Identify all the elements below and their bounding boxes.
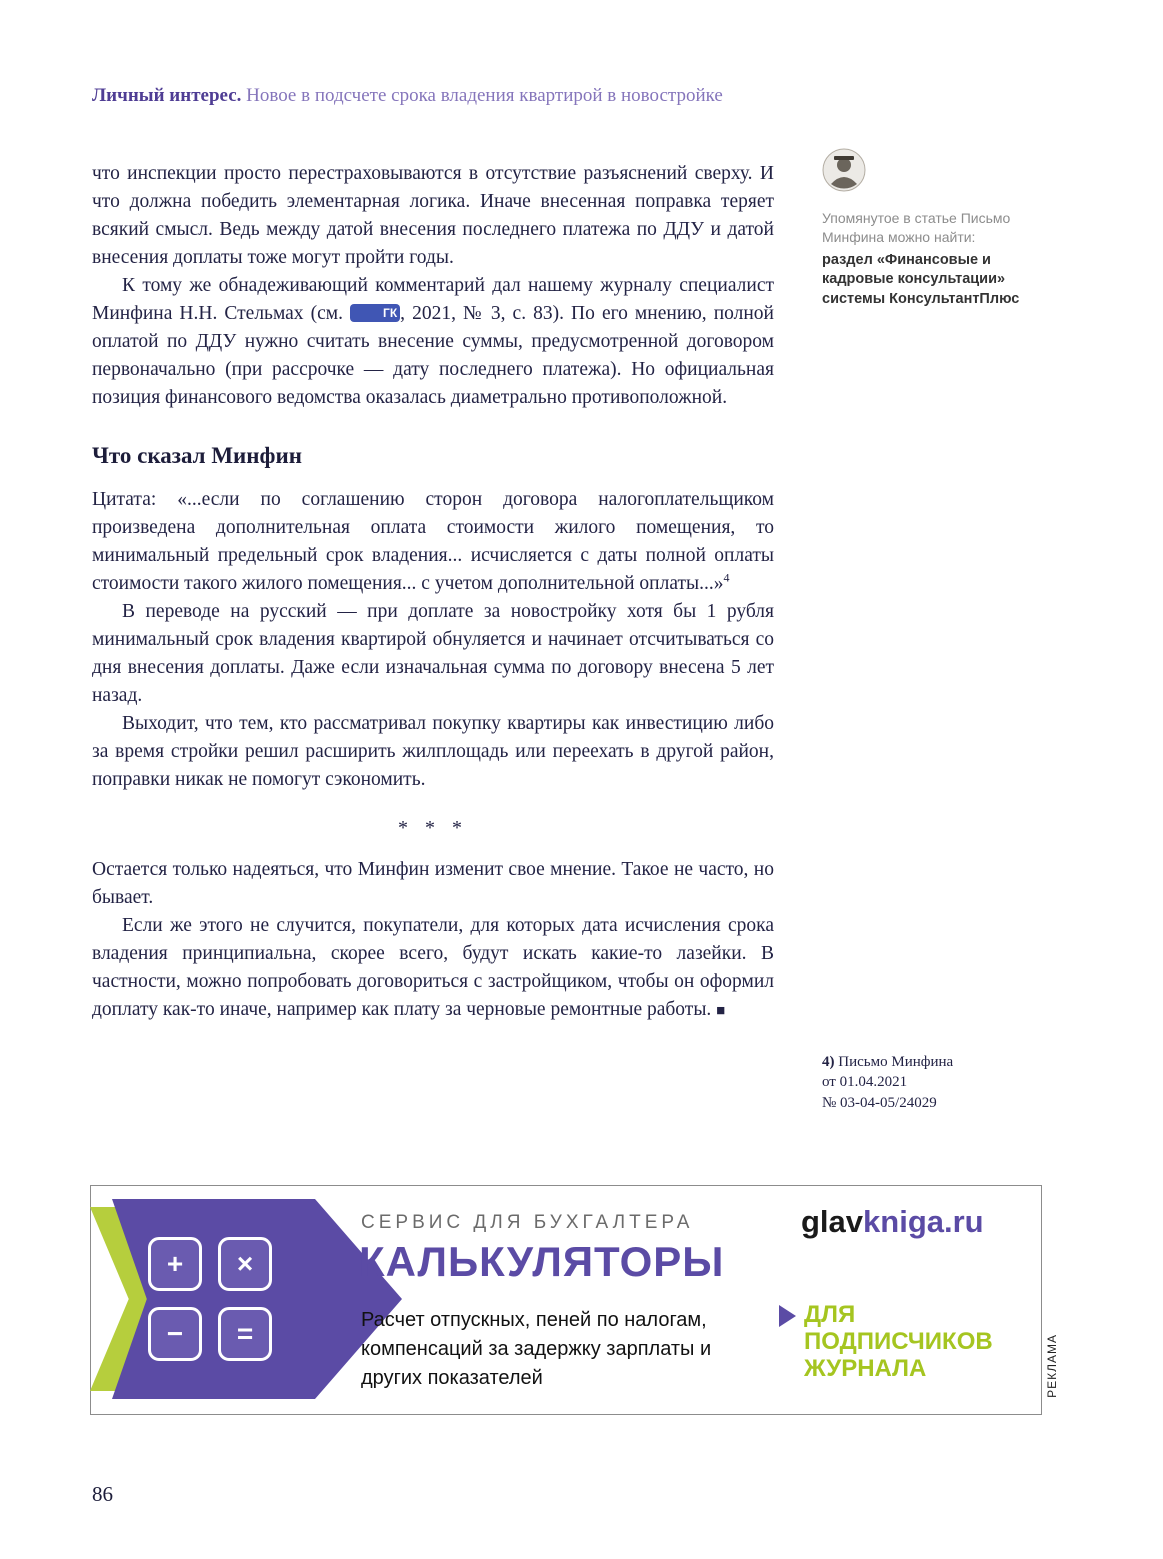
section-heading: Что сказал Минфин [92,443,302,468]
section-separator: * * * [398,817,468,839]
gk-journal-icon [350,304,400,322]
paragraph-text: К тому же обнадеживающий комментарий дал нашему журналу специалист Минфина Н.Н. Стельмах (см. [92,275,774,324]
footnote-reference: 4 [723,570,730,585]
expert-avatar-icon [822,148,866,192]
multiply-icon: × [218,1237,272,1291]
page-number: 86 [92,1482,113,1506]
footnote-marker: 4) [822,1054,835,1070]
ad-description: Расчет отпускных, пеней по налогам, компенсаций за задержку зарплаты и других показателей [361,1309,712,1389]
footnote [822,1052,1046,1113]
audience-line: ДЛЯ [804,1301,856,1328]
sidebar-note-intro: Упомянутое в статье Письмо Минфина можно найти: [822,210,1011,245]
footnote-text: Письмо Минфина [838,1054,954,1070]
gk-journal-icon-label: ГК [383,306,398,320]
equals-icon: = [218,1307,272,1361]
paragraph: В переводе на русский — при доплате за новостройку хотя бы 1 рубля минимальный срок владения квартирой обнуляется и начинает отсчитываться со дня внесения доплаты. Даже если изначальная сумма по договору внесена 5 лет назад. [92,601,774,706]
site-name-part1: glav [801,1204,864,1239]
footnote-line: от 01.04.2021 [822,1074,908,1091]
calculator-buttons-icon [148,1237,272,1361]
minus-icon: − [148,1307,202,1361]
rubric-title: Личный интерес. [92,85,242,106]
article-body [92,160,774,1025]
audience-line: ПОДПИСЧИКОВ [804,1327,993,1355]
ad-banner [90,1185,1042,1415]
paragraph: Выходит, что тем, кто рассматривал покупку квартиры как инвестицию либо за время стройки решил расширить жилплощадь или переехать в другой район, поправки никак не помогут сэкономить. [92,713,774,790]
reklama-vertical-label: РЕКЛАМА [1045,1334,1059,1398]
paragraph: Остается только надеяться, что Минфин изменит свое мнение. Такое не часто, но бывает. [92,859,774,908]
footnote-line: № 03-04-05/24029 [822,1094,937,1111]
paragraph: что инспекции просто перестраховываются в отсутствие разъяснений сверху. И что должна победить элементарная логика. Иначе внесенная поправка теряет всякий смысл. Ведь между датой внесения последнего платежа по ДДУ и датой внесения доплаты тоже могут пройти годы. [92,163,774,268]
glavkniga-logo [801,1204,984,1240]
article-end-mark: ■ [716,1003,726,1019]
paragraph-text: Если же этого не случится, покупатели, для которых дата исчисления срока владения принципиальна, скорее всего, будут искать какие-то лазейки. В частности, можно попробовать договориться с застройщиком, чтобы он оформил доплату как-то иначе, например как плату за черновые ремонтные работы. [92,915,774,1020]
sidebar-note [822,148,1046,309]
site-name-part2: kniga.ru [863,1204,984,1239]
paragraph [92,912,774,1025]
audience-text [804,1302,993,1383]
quote-text: Цитата: «...если по соглашению сторон договора налогоплательщиком произведена дополнительная оплата стоимости жилого помещения, то минимальный предельный срок владения... исчисляется с даты полной оплаты стоимости такого жилого помещения... с учетом дополнительной оплаты...» [92,489,774,594]
play-triangle-icon [779,1305,796,1327]
calculator-graphic [90,1199,402,1399]
footnote-line [822,1052,1046,1072]
sidebar-note-reference: раздел «Финансовые и кадровые консультации» системы КонсультантПлюс [822,251,1020,307]
quote-paragraph [92,486,774,598]
paragraph-text: , 2021, № 3, с. 83). По его мнению, полной оплатой по ДДУ нужно считать внесение суммы, предусмотренной договором первоначально (при рассрочке — дату последнего платежа). Но официальная позиция финансового ведомства оказалась диаметрально противоположной. [92,303,774,408]
page-header [92,84,872,109]
ad-title: КАЛЬКУЛЯТОРЫ [359,1238,725,1285]
ad-audience [779,1302,993,1383]
article-subtitle: Новое в подсчете срока владения квартирой в новостройке [246,85,723,106]
plus-icon: + [148,1237,202,1291]
audience-line: ЖУРНАЛА [804,1354,927,1382]
ad-kicker: СЕРВИС ДЛЯ БУХГАЛТЕРА [361,1212,694,1233]
paragraph [92,272,774,412]
